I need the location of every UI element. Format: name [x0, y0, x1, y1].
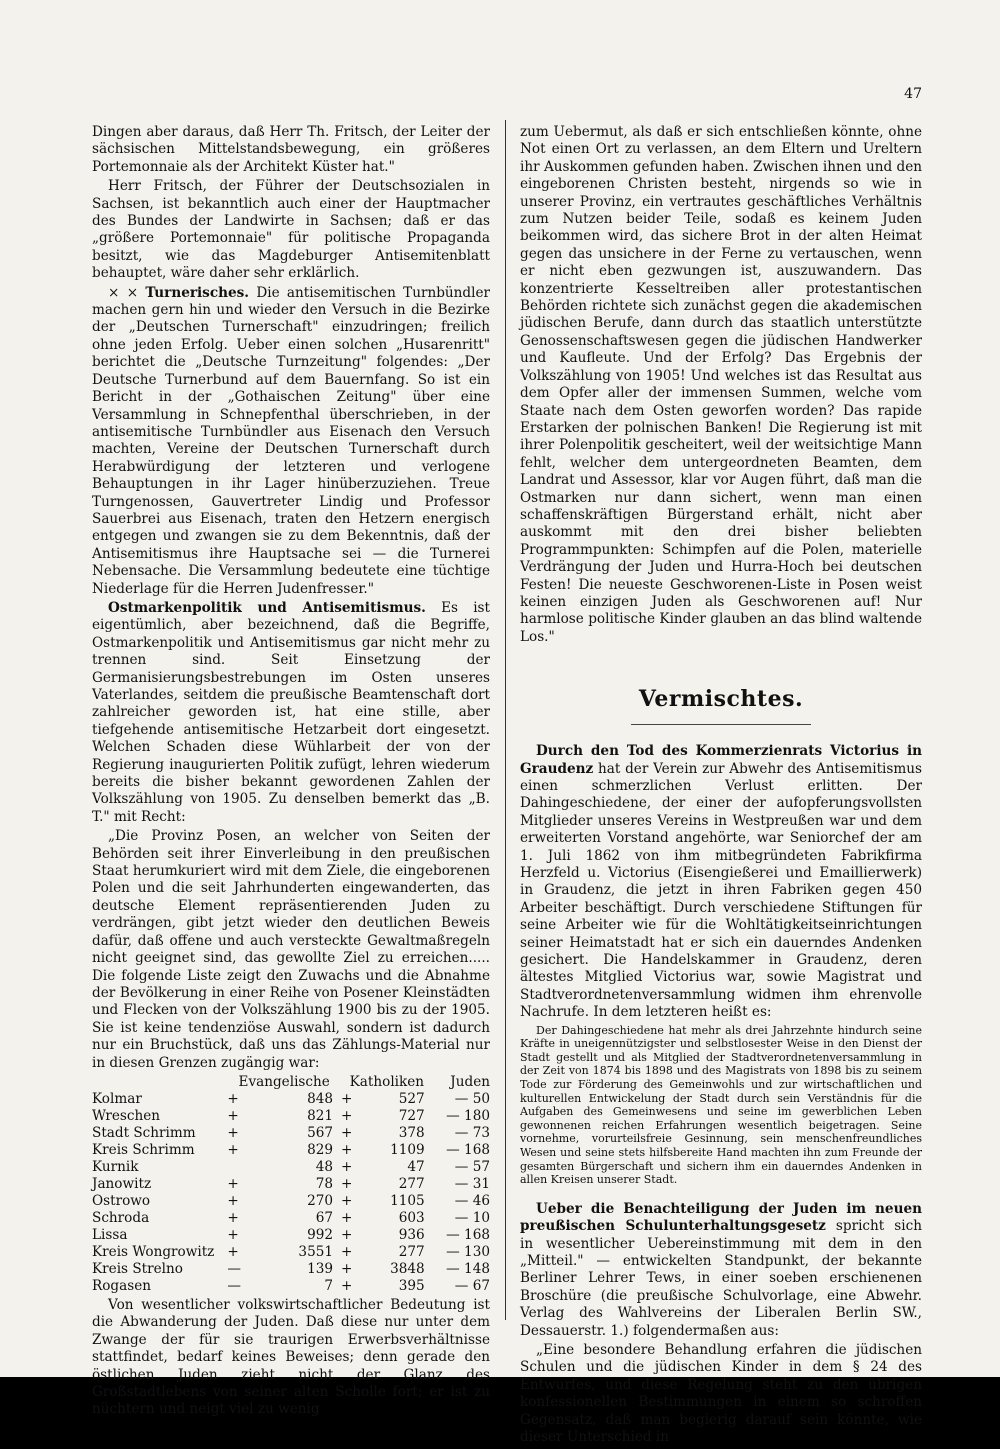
population-table	[92, 1074, 490, 1295]
column-header: Juden	[450, 1073, 490, 1090]
table-header-row	[92, 1074, 490, 1091]
column-divider	[505, 120, 506, 1320]
table-cell-sign: +	[341, 1192, 353, 1209]
table-row	[92, 1278, 490, 1295]
table-cell-evangelische-value: 821	[307, 1107, 334, 1124]
table-cell-evangelische-value: 67	[315, 1209, 334, 1226]
table-row	[92, 1159, 490, 1176]
table-cell-katholiken-value: 378	[398, 1124, 425, 1141]
article-heading: Turnerisches.	[145, 284, 250, 301]
table-row	[92, 1142, 490, 1159]
article-victorius	[520, 743, 922, 1022]
right-column	[520, 124, 922, 1449]
article-body: hat der Verein zur Abwehr des Antisemitismus einen schmerzlichen Verlust erlitten. Der Dahingeschiedene, der einer der aufopferungsvollsten Mitglieder unseres Vereins in Westpreußen war und dem erweiterten Vorstand angehörte, war Seniorchef der am 1. Juli 1862 von ihm mitbegründeten Fabrikfirma Herzfeld u. Victorius (Eisengießerei und Emaillierwerk) in Graudenz, die jetzt in ihren Fabriken gegen 450 Arbeiter beschäftigt. Durch verschiedene Stiftungen für seine Arbeiter wie für die Wohltätigkeitseinrichtungen seiner Heimatstadt hat er sich ein dauerndes Andenken gesichert. Die Handelskammer in Graudenz, deren ältestes Mitglied Victorius war, sowie Magistrat und Stadtverordnetenversammlung widmen ihm ehrenvolle Nachrufe. In dem letzteren heißt es:	[520, 760, 922, 1021]
table-cell-katholiken-value: 603	[398, 1209, 425, 1226]
table-cell-juden-value: — 168	[446, 1226, 490, 1243]
table-cell-katholiken-value: 47	[407, 1158, 425, 1175]
table-cell-sign: +	[341, 1260, 353, 1277]
article-ostmarkenpolitik	[92, 600, 490, 826]
article-continuation: zum Uebermut, als daß er sich entschließen könnte, ohne Not einen Ort zu verlassen, an dem Eltern und Ureltern ihr Auskommen gefunden haben. Zwischen ihnen und den eingeborenen Christen besteht, nirgends so wie in unserer Provinz, ein vertrautes geschäftliches Verhältnis zum Nutzen beider Teile, sodaß es keinem Juden beikommen wird, das sichere Brot in der alten Heimat gegen das unsichere in der Ferne zu vertauschen, wenn er nicht eben gezwungen ist, auszuwandern. Das konzentrierte Kesseltreiben aller protestantischen Behörden richtete sich zunächst gegen die akademischen jüdischen Berufe, dann durch das staatlich unterstützte Genossenschaftswesen gegen die jüdischen Handwerker und Kaufleute. Und der Erfolg? Das Ergebnis der Volkszählung von 1905! Und welches ist das Resultat aus dem Opfer aller der immensen Summen, welche vom Staate nach dem Osten geworfen worden? Das rapide Erstarken der polnischen Banken! Die Regierung ist mit ihrer Polenpolitik gescheitert, weil der weitsichtige Mann fehlt, welcher dem untergeordneten Beamten, dem Landrat und Assessor, klar vor Augen führt, daß man die Ostmarken nur dann sichert, wenn man einen schaffenskräftigen Bürgerstand erhält, nicht aber auskommt mit den drei bisher beliebten Programmpunkten: Schimpfen auf die Polen, materielle Verdrängung der Juden und Hurra-Hoch bei deutschen Festen! Die neueste Geschworenen-Liste in Posen weist keinen einzigen Juden als Geschworenen auf! Nur harmlose politische Kinder glauben an das blind waltende Los."	[520, 124, 922, 645]
table-row	[92, 1091, 490, 1108]
column-header: Evangelische	[238, 1073, 330, 1090]
article-turnerisches	[92, 285, 490, 598]
table-row	[92, 1108, 490, 1125]
article-body: spricht sich in wesentlicher Uebereinstimmung mit dem in den „Mitteil." — entwickelten Standpunkt, der bekannte Berliner Lehrer Tews, in einer soeben erschienenen Broschüre (die preußische Schulvorlage, eine Abwehr. Verlag des Wahlvereins der Liberalen Berlin SW., Dessauerstr. 1.) folgendermaßen aus:	[520, 1218, 922, 1339]
table-cell-juden-value: — 31	[454, 1175, 490, 1192]
table-cell-sign	[227, 1159, 245, 1176]
table-cell-sign: —	[227, 1260, 241, 1277]
article-paragraph: Von wesentlicher volkswirtschaftlicher Bedeutung ist die Abwanderung der Juden. Daß diese nur unter dem Zwange der für sie traurigen Erwerbsverhältnisse stattfindet, bedarf keines Beweises; denn gerade den östlichen Juden zieht nicht der Glanz des Großstadtlebens von seiner alten Scholle fort; er ist zu nüchtern und neigt viel zu wenig	[92, 1296, 490, 1418]
article-body: Es ist eigentümlich, aber bezeichnend, daß die Begriffe, Ostmarkenpolitik und Antisemitismus gar nicht mehr zu trennen sind. Seit Einsetzung der Germanisierungsbestrebungen im Osten unseres Vaterlandes, seitdem die preußische Beamtenschaft dort zahlreicher geworden ist, hat eine stille, aber tiefgehende antisemitische Hetzarbeit dort eingesetzt. Welchen Schaden diese Wühlarbeit der von der Regierung inaugurierten Politik zufügt, lehren wiederum bereits die bisher bekannt gewordenen Zahlen der Volkszählung von 1905. Zu denselben bemerkt das „B. T." mit Recht:	[92, 599, 490, 825]
quoted-paragraph: „Die Provinz Posen, an welcher von Seiten der Behörden seit ihrer Einverleibung in den preußischen Staat herumkuriert wird mit dem Ziele, die eingeborenen Polen und die seit Jahrhunderten eingewanderten, das deutsche Element repräsentierenden Juden zu verdrängen, gibt jetzt wieder den deutlichen Beweis dafür, daß offene und auch versteckte Gewaltmaßregeln nicht geeignet sind, das gewollte Ziel zu erreichen..... Die folgende Liste zeigt den Zuwachs und die Abnahme der Bevölkerung in einer Reihe von Posener Kleinstädten und Flecken von der Volkszählung 1900 bis zu der 1905. Sie ist keine tendenziöse Auswahl, sondern ist dadurch nur ein Bruchstück, daß uns das Zählungs-Material nur in diesen Grenzen zugängig war:	[92, 828, 490, 1071]
table-cell-juden-value: — 148	[446, 1260, 490, 1277]
table-row	[92, 1227, 490, 1244]
table-cell-sign: +	[341, 1226, 353, 1243]
article-continuation: Dingen aber daraus, daß Herr Th. Fritsch, der Leiter der sächsischen Mittelstandsbewegung, ein größeres Portemonnaie als der Architekt Küster hat."	[92, 124, 490, 175]
table-cell-place: Lissa	[92, 1226, 128, 1243]
table-cell-juden-value: — 46	[454, 1192, 490, 1209]
table-cell-evangelische-value: 270	[307, 1192, 334, 1209]
table-row	[92, 1176, 490, 1193]
table-cell-juden-value: — 57	[454, 1158, 490, 1175]
table-row	[92, 1210, 490, 1227]
table-cell-sign: +	[341, 1209, 353, 1226]
heading-rule	[631, 724, 811, 725]
table-cell-place: Janowitz	[92, 1175, 152, 1192]
section-heading: Vermischtes.	[638, 686, 804, 713]
table-cell-place: Stadt Schrimm	[92, 1124, 196, 1141]
table-row	[92, 1261, 490, 1278]
table-cell-place: Kreis Wongrowitz	[92, 1243, 215, 1260]
table-cell-juden-value: — 67	[454, 1277, 490, 1294]
table-cell-sign: +	[227, 1107, 239, 1124]
article-body: Die antisemitischen Turnbündler machen gern hin und wieder den Versuch in die Bezirke der „Deutschen Turnerschaft" einzudringen; freilich ohne jeden Erfolg. Ueber einen solchen „Husarenritt" berichtet die „Deutsche Turnzeitung" folgendes: „Der Deutsche Turnerbund auf dem Bauernfang. So ist ein Bericht in der „Gothaischen Zeitung" über eine Versammlung in Schnepfenthal überschrieben, in der antisemitische Turnbündler aus Eisenach den Versuch machten, Vereine der Deutschen Turnerschaft durch Herabwürdigung der letzteren und verlogene Behauptungen in ihr Lager hinüberzuziehen. Treue Turngenossen, Gauvertreter Lindig und Professor Sauerbrei aus Eisenach, traten den Hetzern energisch entgegen und zwangen sie zu dem Bekenntnis, daß der Antisemitismus ihre Hauptsache sei — die Turnerei Nebensache. Die Versammlung bedeutete eine tüchtige Niederlage für die Herren Judenfresser."	[92, 284, 491, 597]
small-print-quote: Der Dahingeschiedene hat mehr als drei Jahrzehnte hindurch seine Kräfte in uneigennützigster und selbstlosester Weise in den Dienst der Stadt gestellt und als Mitglied der Stadtverordnetenversammlung in der Zeit von 1874 bis 1898 und des Magistrats von 1898 bis zu seinem Tode zur Förderung des Gemeinwohls und zur wirtschaftlichen und kulturellen Entwickelung der Stadt durch sein Verständnis für die Aufgaben des Gemeinwesens und seine im gewerblichen Leben gewonnenen reichen Erfahrungen wesentlich beigetragen. Seine vornehme, vorurteilsfreie Gesinnung, sein menschenfreundliches Wesen und seine stets hilfsbereite Hand machten ihn zum Freunde der gesamten Bürgerschaft und sichern ihm ein dauerndes Andenken in allen Kreisen unserer Stadt.	[520, 1023, 922, 1187]
table-cell-sign: +	[341, 1141, 353, 1158]
table-row	[92, 1125, 490, 1142]
table-cell-evangelische-value: 3551	[298, 1243, 334, 1260]
table-cell-katholiken-value: 936	[398, 1226, 425, 1243]
article-schulgesetz	[520, 1201, 922, 1340]
table-cell-sign: +	[227, 1243, 239, 1260]
table-cell-evangelische-value: 48	[315, 1158, 334, 1175]
left-column	[92, 124, 490, 1421]
article-paragraph: „Eine besondere Behandlung erfahren die jüdischen Schulen und die jüdischen Kinder in dem § 24 des Entwurfes, und diese Regelung steht zu den übrigen konfessionellen Bestimmungen in einem so schroffen Gegensatz, daß man begierig darauf sein könnte, wie dieser Unterschied in	[520, 1342, 922, 1446]
table-cell-sign: +	[341, 1107, 353, 1124]
table-cell-sign: +	[341, 1243, 353, 1260]
table-cell-place: Kreis Strelno	[92, 1260, 183, 1277]
table-cell-place: Kurnik	[92, 1158, 139, 1175]
table-cell-evangelische-value: 567	[307, 1124, 334, 1141]
table-cell-katholiken-value: 3848	[390, 1260, 425, 1277]
page-number: 47	[904, 86, 922, 102]
table-cell-juden-value: — 73	[454, 1124, 490, 1141]
table-body	[92, 1091, 490, 1295]
table-cell-place: Kolmar	[92, 1090, 142, 1107]
table-cell-sign: +	[227, 1226, 239, 1243]
table-cell-place: Kreis Schrimm	[92, 1141, 195, 1158]
table-cell-evangelische-value: 848	[307, 1090, 334, 1107]
table-row	[92, 1193, 490, 1210]
table-cell-katholiken-value: 727	[398, 1107, 425, 1124]
table-cell-evangelische-value: 992	[307, 1226, 334, 1243]
table-cell-katholiken-value: 395	[398, 1277, 425, 1294]
table-cell-katholiken-value: 277	[398, 1175, 425, 1192]
table-cell-juden-value: — 130	[446, 1243, 490, 1260]
table-cell-sign: +	[227, 1141, 239, 1158]
table-cell-sign: +	[227, 1209, 239, 1226]
article-heading: Ueber die Benachteiligung der Juden im neuen preußischen Schulunterhaltungsgesetz	[520, 1200, 922, 1235]
article-heading: Ostmarkenpolitik und Antisemitismus.	[108, 599, 426, 616]
table-cell-katholiken-value: 277	[398, 1243, 425, 1260]
table-cell-place: Ostrowo	[92, 1192, 151, 1209]
table-cell-katholiken-value: 1105	[390, 1192, 425, 1209]
table-cell-sign: +	[227, 1090, 239, 1107]
table-cell-juden-value: — 50	[454, 1090, 490, 1107]
table-cell-sign: —	[227, 1277, 241, 1294]
table-cell-sign: +	[227, 1124, 239, 1141]
table-cell-place: Wreschen	[92, 1107, 161, 1124]
table-cell-evangelische-value: 7	[324, 1277, 334, 1294]
table-cell-katholiken-value: 527	[398, 1090, 425, 1107]
table-cell-katholiken-value: 1109	[390, 1141, 425, 1158]
table-cell-juden-value: — 180	[446, 1107, 490, 1124]
table-cell-sign: +	[341, 1158, 353, 1175]
article-paragraph: Herr Fritsch, der Führer der Deutschsozialen in Sachsen, ist bekanntlich auch einer der Hauptmacher des Bundes der Landwirte in Sachsen; daß er das „größere Portemonnaie" für politische Propaganda besitzt, wie das Magdeburger Antisemitenblatt behauptet, wäre daher sehr erklärlich.	[92, 178, 490, 282]
article-heading: Durch den Tod des Kommerzienrats Victorius in Graudenz	[520, 743, 922, 777]
table-cell-sign: +	[341, 1124, 353, 1141]
table-cell-evangelische-value: 139	[307, 1260, 334, 1277]
section-marker: × ×	[108, 284, 139, 301]
column-header: Katholiken	[349, 1073, 425, 1090]
table-cell-evangelische-value: 829	[307, 1141, 334, 1158]
table-cell-evangelische-value: 78	[315, 1175, 334, 1192]
table-cell-place: Schroda	[92, 1209, 150, 1226]
table-cell-sign: +	[227, 1175, 239, 1192]
table-cell-juden-value: — 10	[454, 1209, 490, 1226]
table-cell-sign: +	[227, 1192, 239, 1209]
table-row	[92, 1244, 490, 1261]
table-cell-sign: +	[341, 1090, 353, 1107]
table-cell-sign: +	[341, 1277, 353, 1294]
table-cell-sign: +	[341, 1175, 353, 1192]
table-cell-juden-value: — 168	[446, 1141, 490, 1158]
table-cell-place: Rogasen	[92, 1277, 152, 1294]
